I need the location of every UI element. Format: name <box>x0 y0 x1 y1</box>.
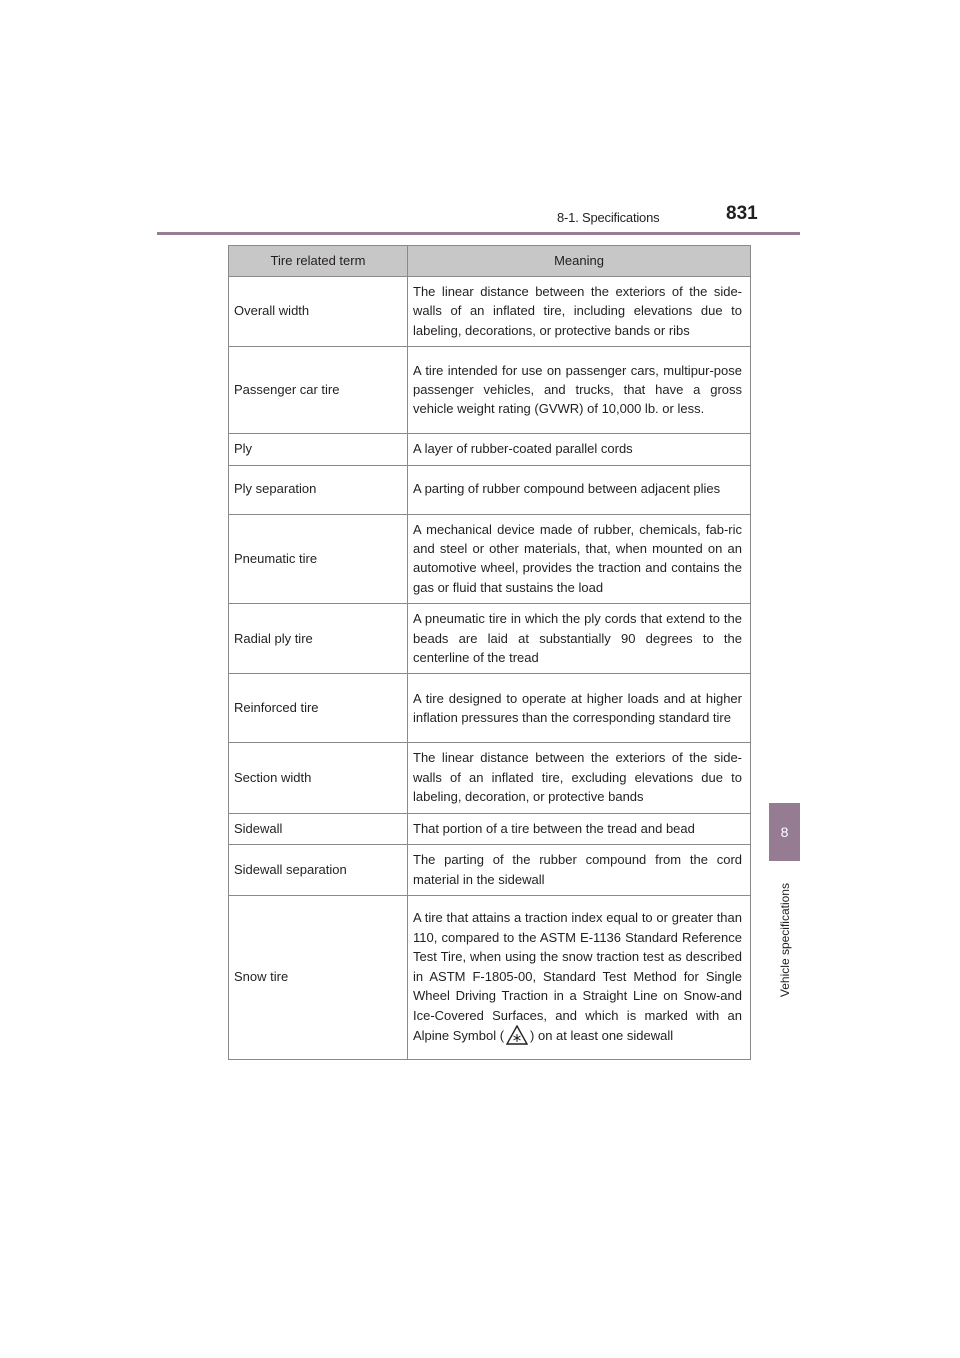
section-title: 8-1. Specifications <box>557 210 660 225</box>
meaning-cell: A layer of rubber-coated parallel cords <box>408 434 751 465</box>
meaning-cell: The linear distance between the exteriors of the side-walls of an inflated tire, including elevations due to labeling, decorations, or protective bands or ribs <box>408 277 751 347</box>
term-cell: Sidewall separation <box>229 845 408 896</box>
tire-terms-table <box>228 245 751 1060</box>
chapter-number: 8 <box>780 824 789 840</box>
table-row <box>229 434 751 465</box>
term-cell: Reinforced tire <box>229 674 408 743</box>
chapter-label-container <box>769 870 800 1010</box>
snow-tire-meaning-text: A tire that attains a traction index equal to or greater than 110, compared to the ASTM E-1136 Standard Reference Test Tire, when using the snow traction test as described in ASTM F-1805-00, Standard Test Method for Single Wheel Driving Traction in a Straight Line on Snow-and Ice-Covered Surfaces, and which is marked with an Alpine Symbol ( <box>413 910 742 1043</box>
term-cell: Overall width <box>229 277 408 347</box>
snow-tire-meaning-tail: ) on at least one sidewall <box>530 1027 674 1043</box>
table-row <box>229 465 751 514</box>
meaning-cell: A tire intended for use on passenger cars, multipur-pose passenger vehicles, and trucks, that have a gross vehicle weight rating (GVWR) of 10,000 lb. or less. <box>408 347 751 434</box>
term-cell: Ply separation <box>229 465 408 514</box>
table-row <box>229 674 751 743</box>
term-cell: Pneumatic tire <box>229 514 408 604</box>
alpine-snowflake-mountain-icon <box>506 1025 528 1045</box>
term-cell: Section width <box>229 743 408 813</box>
term-cell: Sidewall <box>229 813 408 844</box>
column-header-term: Tire related term <box>229 246 408 277</box>
table-row <box>229 604 751 674</box>
header-rule <box>157 232 800 235</box>
table-row <box>229 895 751 1059</box>
meaning-cell: That portion of a tire between the tread and bead <box>408 813 751 844</box>
meaning-cell: A pneumatic tire in which the ply cords that extend to the beads are laid at substantially 90 degrees to the centerline of the tread <box>408 604 751 674</box>
chapter-label: Vehicle specifications <box>777 882 792 998</box>
column-header-meaning: Meaning <box>408 246 751 277</box>
table-row <box>229 845 751 896</box>
meaning-cell: The linear distance between the exteriors of the side-walls of an inflated tire, excluding elevations due to labeling, decoration, or protective bands <box>408 743 751 813</box>
table-header-row <box>229 246 751 277</box>
term-cell: Radial ply tire <box>229 604 408 674</box>
table-row <box>229 277 751 347</box>
table-row <box>229 743 751 813</box>
meaning-cell <box>408 895 751 1059</box>
meaning-cell: A tire designed to operate at higher loads and at higher inflation pressures than the corresponding standard tire <box>408 674 751 743</box>
term-cell: Snow tire <box>229 895 408 1059</box>
term-cell: Ply <box>229 434 408 465</box>
table-row <box>229 514 751 604</box>
table-row <box>229 347 751 434</box>
page-number: 831 <box>726 203 758 224</box>
meaning-cell: The parting of the rubber compound from the cord material in the sidewall <box>408 845 751 896</box>
meaning-cell: A parting of rubber compound between adjacent plies <box>408 465 751 514</box>
table-row <box>229 813 751 844</box>
chapter-tab[interactable] <box>769 803 800 861</box>
term-cell: Passenger car tire <box>229 347 408 434</box>
meaning-cell: A mechanical device made of rubber, chemicals, fab-ric and steel or other materials, that, when mounted on an automotive wheel, provides the traction and contains the gas or fluid that sustains the load <box>408 514 751 604</box>
